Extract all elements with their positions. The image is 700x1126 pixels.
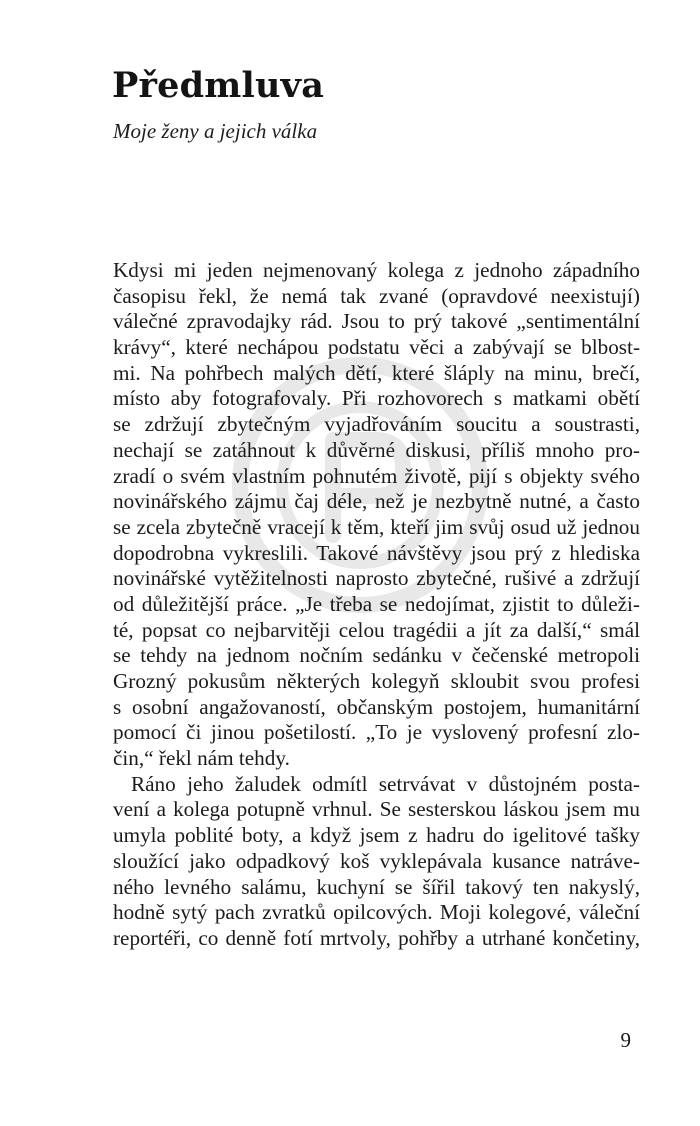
text-line: vení a kolega potupně vrhnul. Se sesterskou láskou jsem mu [113,797,640,822]
text-line: té, popsat co nejbarvitěji celou tragédii a jít za další,“ smál [113,617,640,642]
text-line: hodně sytý pach zvratků opilcových. Moji kolegové, váleční [113,900,640,925]
text-line: Kdysi mi jeden nejmenovaný kolega z jednoho západního [113,258,640,282]
text-line: nechají se zatáhnout k důvěrné diskusi, příliš mnoho pro- [113,437,640,462]
text-line: válečné zpravodajky rád. Jsou to prý takové „sentimentální [113,309,640,334]
text-line: se zcela zbytečně vracejí k těm, kteří jim svůj osud už jednou [113,514,640,539]
page-number: 9 [620,1028,631,1052]
text-line: časopisu řekl, že nemá tak zvané (opravdové neexistují) [113,283,640,308]
text-line: zradí o svém vlastním pohnutém životě, pijí s objekty svého [113,463,640,488]
chapter-title: Předmluva [112,65,325,106]
text-line: ného levného salámu, kuchyní se šířil takový ten nakyslý, [113,874,640,899]
text-line: dopodrobna vykreslili. Takové návštěvy jsou prý z hlediska [113,540,640,565]
body-text [113,258,640,952]
text-line: sloužící jako odpadkový koš vyklepávala kusance natráve- [113,848,640,873]
text-line: Grozný pokusům některých kolegyň skloubit svou profesi [113,669,640,693]
chapter-subtitle: Moje ženy a jejich válka [113,119,318,143]
text-line: umyla poblité boty, a když jsem z hadru do igelitové tašky [113,823,640,848]
text-line: pomocí či jinou pošetilostí. „To je vyslovený profesní zlo- [113,720,640,745]
text-line: se zdržují zbytečným vyjadřováním soucitu a soustrasti, [113,412,640,437]
text-line: čin,“ řekl nám tehdy. [113,746,290,771]
text-line: reportéři, co denně fotí mrtvoly, pohřby a utrhané končetiny, [113,925,640,950]
text-line: krávy“, které nechápou podstatu věci a zabývají se blbost- [113,335,640,360]
text-line: místo aby fotografovaly. Při rozhovorech s matkami obětí [113,386,640,411]
text-line: Ráno jeho žaludek odmítl setrvávat v důstojném posta- [131,771,640,796]
text-line: se tehdy na jednom nočním sedánku v čečenské metropoli [113,643,640,668]
text-line: od důležitější práce. „Je třeba se nedojímat, zjistit to důleži- [113,591,640,616]
text-line: s osobní angažovaností, občanským postojem, humanitární [113,694,640,719]
text-line: mi. Na pohřbech malých dětí, které šláply na minu, brečí, [113,360,640,385]
text-line: novinářské vytěžitelnosti naprosto zbytečné, rušivé a zdržují [113,566,640,591]
text-line: novinářského zájmu čaj déle, než je nezbytně nutné, a často [113,489,640,514]
